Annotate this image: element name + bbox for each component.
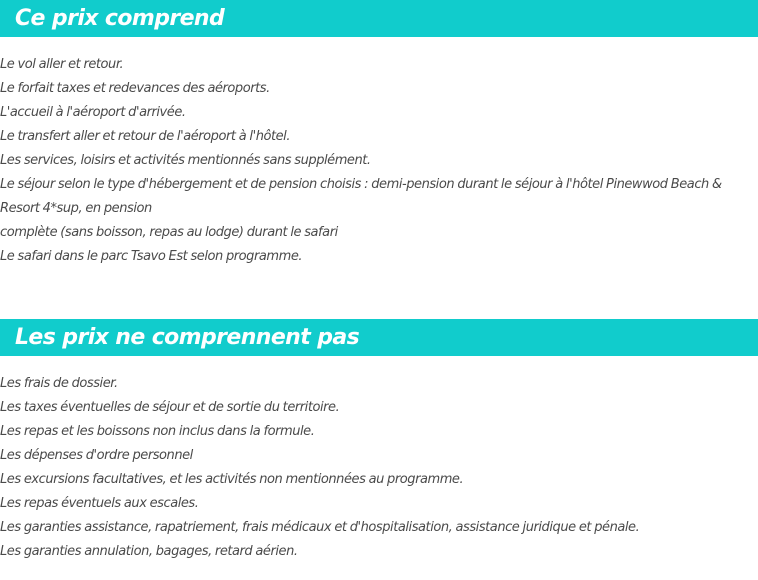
list-item: Les garanties annulation, bagages, retard aérien. <box>0 544 298 559</box>
list-item: Les excursions facultatives, et les activités non mentionnées au programme. <box>0 472 464 487</box>
list-item: Le forfait taxes et redevances des aéroports. <box>0 81 270 96</box>
list-item: Les frais de dossier. <box>0 376 118 391</box>
list-item: Les repas et les boissons non inclus dans la formule. <box>0 424 315 439</box>
list-item: Les taxes éventuelles de séjour et de sortie du territoire. <box>0 400 340 415</box>
list-item: L'accueil à l'aéroport d'arrivée. <box>0 105 186 120</box>
price-excludes-heading: Les prix ne comprennent pas <box>0 319 758 356</box>
price-excludes-list <box>0 372 758 564</box>
list-item: Le séjour selon le type d'hébergement et de pension choisis : demi-pension durant le séjour à l'hôtel Pinewwod Beach & Resort 4*sup, en pension <box>0 177 722 216</box>
list-item: Les services, loisirs et activités mentionnés sans supplément. <box>0 153 371 168</box>
list-item: Les garanties assistance, rapatriement, frais médicaux et d'hospitalisation, assistance juridique et pénale. <box>0 520 640 535</box>
price-includes-list <box>0 53 758 269</box>
list-item: Le vol aller et retour. <box>0 57 124 72</box>
price-includes-section <box>0 0 758 269</box>
price-includes-heading: Ce prix comprend <box>0 0 758 37</box>
list-item: Les dépenses d'ordre personnel <box>0 448 193 463</box>
list-item: Le transfert aller et retour de l'aéroport à l'hôtel. <box>0 129 291 144</box>
list-item: complète (sans boisson, repas au lodge) durant le safari <box>0 225 338 240</box>
price-excludes-section <box>0 319 758 564</box>
list-item: Le safari dans le parc Tsavo Est selon programme. <box>0 249 303 264</box>
list-item: Les repas éventuels aux escales. <box>0 496 199 511</box>
